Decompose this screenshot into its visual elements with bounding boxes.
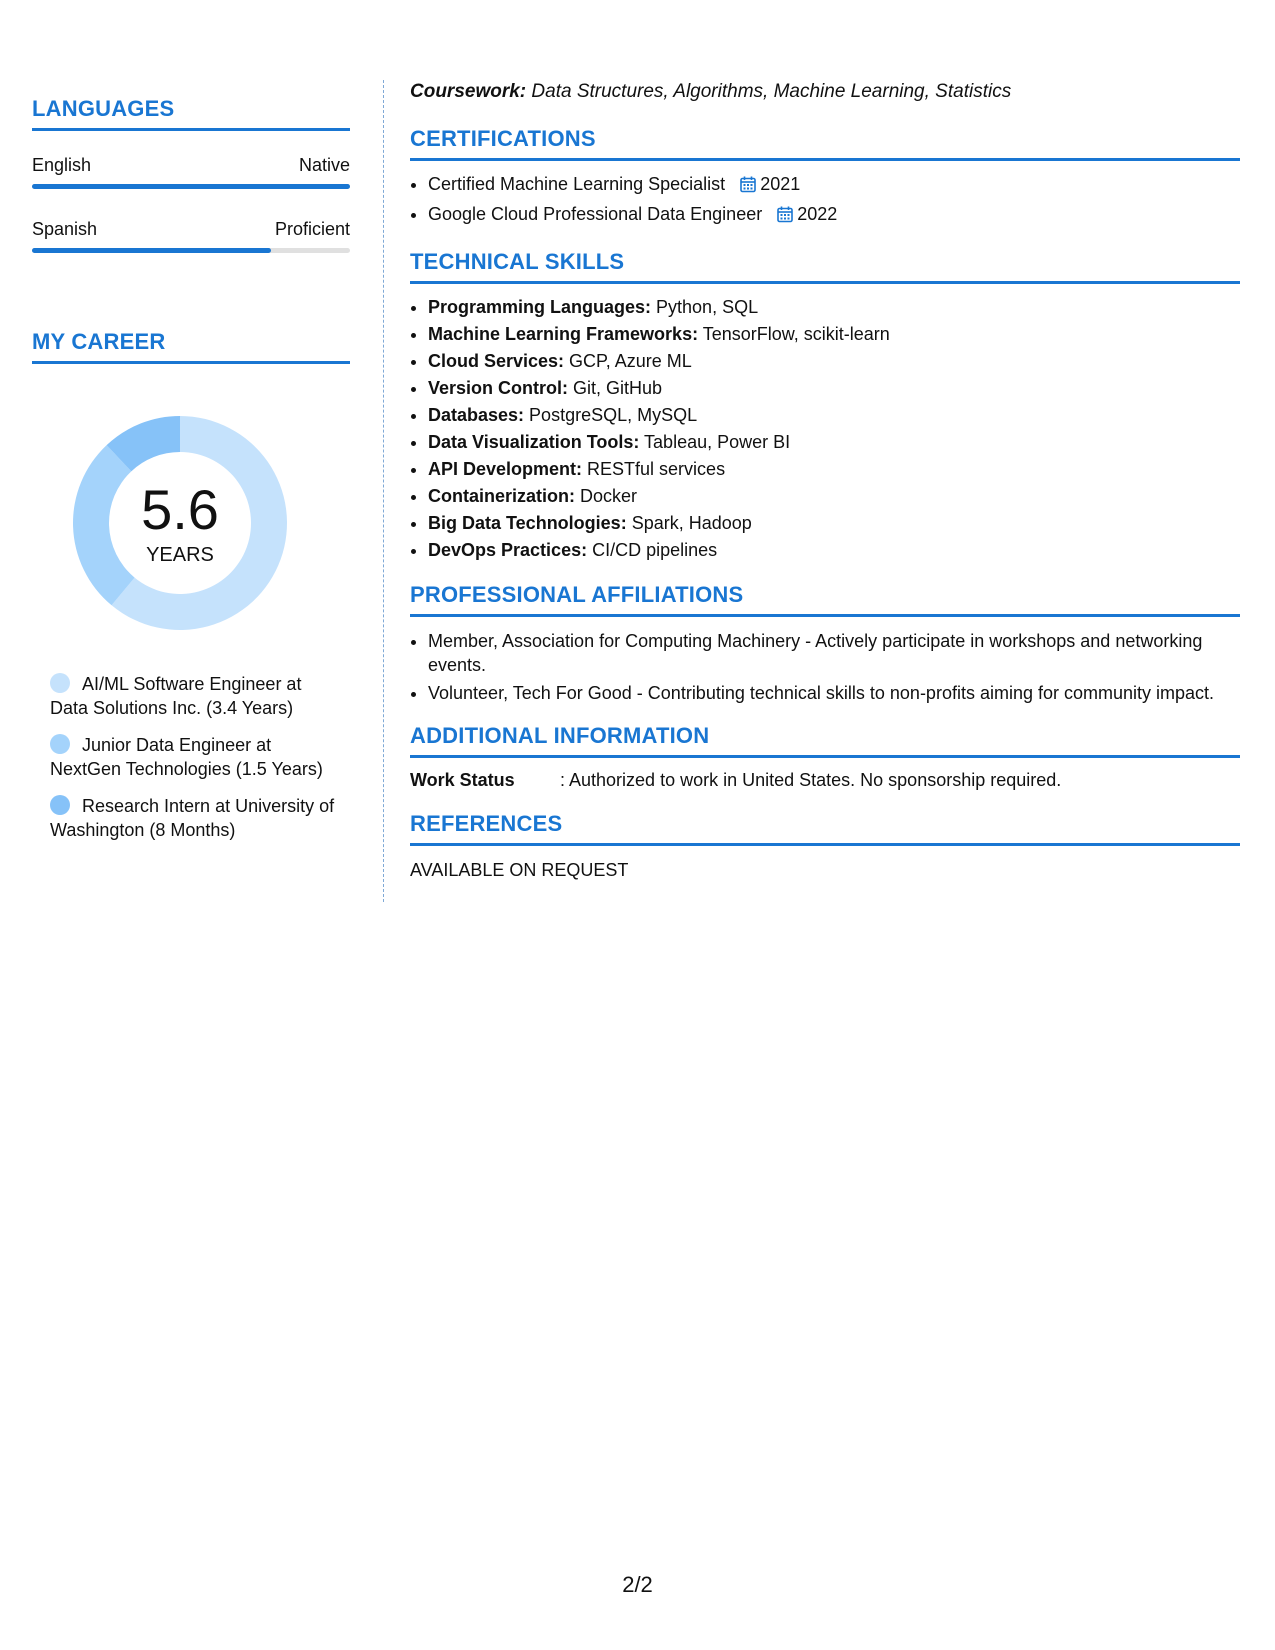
section-rule [32, 361, 350, 364]
career-legend-text: AI/ML Software Engineer at Data Solutions Inc. (3.4 Years) [50, 674, 302, 718]
skills-title: TECHNICAL SKILLS [410, 249, 625, 274]
page-number: 2/2 [622, 1572, 653, 1597]
language-level: Native [298, 155, 350, 175]
skill-value: PostgreSQL, MySQL [524, 405, 698, 425]
left-column [32, 80, 350, 855]
skill-label: Databases: [428, 405, 525, 425]
language-item [32, 219, 350, 253]
section-rule [410, 755, 1240, 758]
certification-name: Google Cloud Professional Data Engineer [428, 204, 763, 224]
skill-value: Tableau, Power BI [639, 432, 791, 452]
skill-item [428, 402, 1240, 429]
affiliations-title: PROFESSIONAL AFFILIATIONS [410, 582, 744, 607]
legend-dot [50, 673, 70, 693]
language-name: Spanish [32, 219, 98, 239]
affiliation-item: • Volunteer, Tech For Good - Contributing technical skills to non-profits aiming for community impact. [428, 681, 1240, 705]
language-item [32, 155, 350, 189]
skill-label: Big Data Technologies: [428, 513, 627, 533]
column-divider [383, 80, 384, 902]
section-rule [410, 614, 1240, 617]
career-legend-text: Research Intern at University of Washington (8 Months) [50, 796, 335, 840]
skill-value: RESTful services [582, 459, 726, 479]
certification-year: 2021 [760, 174, 801, 194]
skill-value: Spark, Hadoop [626, 513, 752, 533]
language-proficiency-bar [32, 184, 350, 189]
coursework-label: Coursework: [410, 81, 527, 102]
references-section [410, 811, 1240, 881]
skill-value: Python, SQL [651, 297, 759, 317]
skill-item [428, 510, 1240, 537]
certification-year: 2022 [797, 204, 838, 224]
skill-item [428, 537, 1240, 564]
career-title: MY CAREER [32, 329, 166, 354]
career-legend-item [50, 672, 340, 720]
skill-label: Cloud Services: [428, 351, 565, 371]
language-proficiency-bar [32, 248, 350, 253]
skill-label: API Development: [428, 459, 583, 479]
affiliations-section [410, 582, 1240, 705]
right-column [410, 80, 1240, 881]
skill-label: Programming Languages: [428, 297, 652, 317]
donut-center [65, 408, 295, 638]
skill-label: DevOps Practices: [428, 540, 588, 560]
career-legend-text: Junior Data Engineer at NextGen Technologies (1.5 Years) [50, 735, 323, 779]
affiliations-list [410, 629, 1240, 705]
skill-item [428, 375, 1240, 402]
career-total-years: 5.6 [141, 478, 219, 541]
career-total-unit: YEARS [146, 544, 214, 566]
skill-value: CI/CD pipelines [587, 540, 718, 560]
skill-label: Data Visualization Tools: [428, 432, 640, 452]
language-name: English [32, 155, 92, 175]
references-title: REFERENCES [410, 811, 563, 836]
additional-section [410, 723, 1240, 791]
section-rule [32, 128, 350, 131]
career-section [32, 329, 350, 842]
certification-item [428, 201, 1240, 231]
legend-dot [50, 795, 70, 815]
languages-section [32, 96, 350, 253]
certifications-title: CERTIFICATIONS [410, 126, 596, 151]
skill-item [428, 456, 1240, 483]
section-rule [410, 158, 1240, 161]
section-rule [410, 281, 1240, 284]
work-status-value: : Authorized to work in United States. No sponsorship required. [560, 770, 1062, 790]
career-legend-item [50, 794, 340, 842]
languages-title: LANGUAGES [32, 96, 175, 121]
certification-name: Certified Machine Learning Specialist [428, 174, 726, 194]
skill-value: Git, GitHub [568, 378, 663, 398]
skill-value: Docker [575, 486, 638, 506]
calendar-icon [777, 204, 793, 231]
certifications-list [410, 171, 1240, 231]
skill-item [428, 429, 1240, 456]
skill-item [428, 348, 1240, 375]
coursework [410, 80, 1240, 104]
certifications-section [410, 126, 1240, 231]
legend-dot [50, 734, 70, 754]
affiliation-item: • Member, Association for Computing Machinery - Actively participate in workshops and networking events. [428, 629, 1240, 677]
references-text: AVAILABLE ON REQUEST [410, 860, 629, 880]
language-proficiency-fill [32, 248, 271, 253]
work-status-key: Work Status [410, 770, 515, 790]
skill-item [428, 483, 1240, 510]
skill-label: Version Control: [428, 378, 569, 398]
skill-value: GCP, Azure ML [564, 351, 692, 371]
section-rule [410, 843, 1240, 846]
work-status-row [410, 770, 1240, 791]
skills-section [410, 249, 1240, 564]
certification-item [428, 171, 1240, 201]
skills-list [410, 294, 1240, 564]
career-legend-item [50, 733, 340, 781]
additional-title: ADDITIONAL INFORMATION [410, 723, 710, 748]
coursework-text: Data Structures, Algorithms, Machine Learning, Statistics [526, 81, 1012, 102]
career-legend [50, 672, 340, 842]
skill-label: Containerization: [428, 486, 575, 506]
skill-label: Machine Learning Frameworks: [428, 324, 699, 344]
skill-item [428, 294, 1240, 321]
career-donut-chart [65, 408, 295, 638]
skill-item [428, 321, 1240, 348]
language-proficiency-fill [32, 184, 350, 189]
language-level: Proficient [274, 219, 350, 239]
calendar-icon [740, 174, 756, 201]
skill-value: TensorFlow, scikit-learn [698, 324, 890, 344]
